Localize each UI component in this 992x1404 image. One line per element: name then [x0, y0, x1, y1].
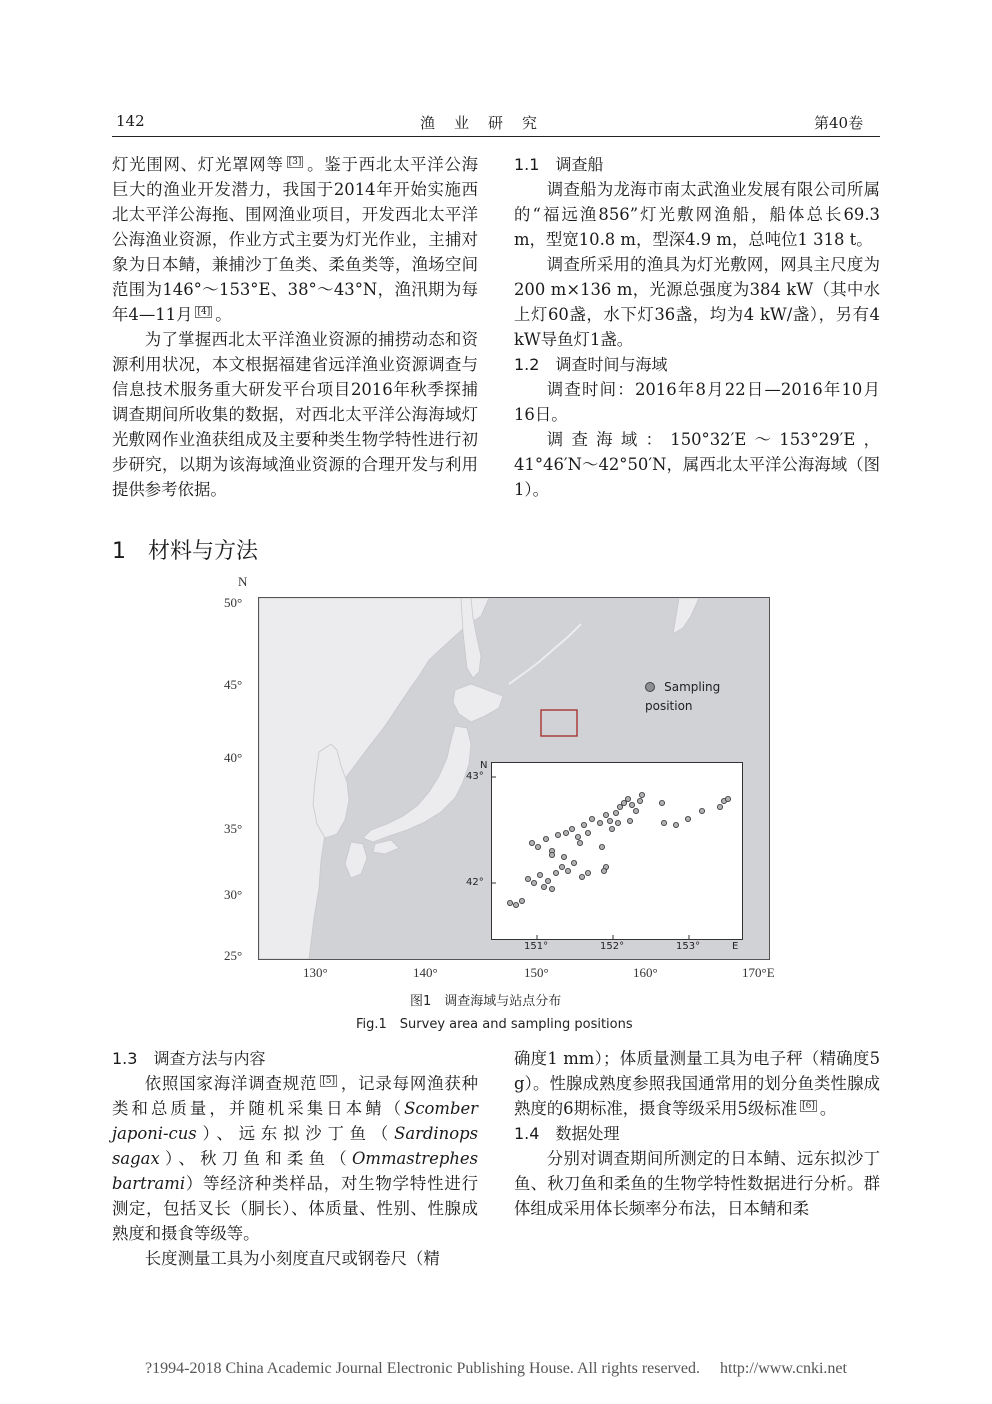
inset-lon-tick: 153° [676, 941, 701, 952]
paragraph-purpose: 为了掌握西北太平洋渔业资源的捕捞动态和资源利用状况，本文根据福建省远洋渔业资源调查与信息技术服务重大研发平台项目2016年秋季探捕调查期间所收集的数据，对西北太平洋公海海域灯光敷网作业渔获组成及主要种类生物学特性进行初步研究，以期为该海域渔业资源的合理开发与利用提供参考依据。 [112, 330, 478, 499]
map-lon-tick: 130° [303, 965, 328, 980]
sampling-point [621, 800, 626, 805]
sampling-point [613, 810, 618, 815]
paragraph-precision: 确度1 mm）；体质量测量工具为电子秤（精确度5 g）。性腺成熟度参照我国通常用的划分鱼类性腺成熟度的6期标准，摄食等级采用5级标准 [6] 。 [514, 1049, 880, 1118]
sampling-point [603, 812, 608, 817]
map-lat-tick: 25° [224, 948, 243, 963]
map-lon-tick: 170°E [742, 965, 775, 980]
sampling-point [563, 830, 568, 835]
map-lon-tick: 140° [413, 965, 438, 980]
sampling-point [519, 898, 524, 903]
survey-area-box [541, 710, 577, 736]
sampling-point [625, 796, 630, 801]
sampling-point [513, 902, 518, 907]
paragraph-analysis: 分别对调查期间所测定的日本鲭、远东拟沙丁鱼、秋刀鱼和柔鱼的生物学特性数据进行分析。群体组成采用体长频率分布法，日本鲭和柔 [514, 1149, 880, 1218]
sampling-point [549, 852, 554, 857]
sampling-point [597, 820, 602, 825]
sampling-point [717, 804, 722, 809]
map-lat-tick: 50° [224, 595, 243, 610]
sampling-point [579, 874, 584, 879]
sampling-point [699, 808, 704, 813]
sampling-point [531, 880, 536, 885]
sampling-point [569, 826, 574, 831]
sampling-point [607, 818, 612, 823]
map-lat-tick: 40° [224, 750, 243, 765]
sampling-point [507, 900, 512, 905]
survey-map [258, 597, 770, 960]
species-name: Ommastrephes bartrami [112, 1149, 478, 1193]
sampling-point [553, 870, 558, 875]
species-name: Scomber japoni-cus [112, 1099, 478, 1143]
map-legend [645, 676, 769, 714]
figure-caption-en: Fig.1 Survey area and sampling positions [356, 1017, 633, 1032]
sampling-point [601, 868, 606, 873]
citation-ref[interactable]: [5] [322, 1075, 336, 1086]
sampling-point [609, 826, 614, 831]
right-column-top [514, 152, 880, 502]
inset-lat-tick: 42° [466, 877, 484, 888]
inset-map [491, 762, 743, 940]
sampling-point [585, 830, 590, 835]
paragraph-time: 调查时间：2016年8月22日—2016年10月16日。 [514, 380, 880, 424]
paragraph-gear: 调查所采用的渔具为灯光敷网，网具主尺度为200 m×136 m，光源总强度为384 kW（其中水上灯60盏，水下灯36盏，均为4 kW/盏），另有4 kW导鱼灯1盏。 [514, 255, 880, 349]
paragraph-tools: 长度测量工具为小刻度直尺或钢卷尺（精 [144, 1249, 440, 1268]
subsection-1-4: 1.4 数据处理 [514, 1124, 620, 1143]
sampling-point [661, 820, 666, 825]
inset-lon-tick: 151° [524, 941, 549, 952]
paragraph-area: 调查海域：150°32′E～153°29′E，41°46′N～42°50′N，属西北太平洋公海海域（图1）。 [514, 430, 880, 499]
inset-lat-tick: 43° [466, 771, 484, 782]
inset-lon-tick: 152° [600, 941, 625, 952]
citation-ref[interactable]: [4] [197, 306, 211, 317]
right-column-bottom [514, 1046, 880, 1221]
sampling-point [555, 832, 560, 837]
sampling-point [659, 800, 664, 805]
sampling-point [581, 822, 586, 827]
species-name: Sardinops sagax [112, 1124, 478, 1168]
paragraph-method: 依照国家海洋调查规范 [5] ，记录每网渔获种类和总质量，并随机采集日本鲭（Scomber japoni-cus）、远东拟沙丁鱼（Sardinops sagax）、秋刀鱼和柔鱼（Ommastrephes bartrami）等经济种类样品，对生物学特性进行测定，包括叉长（胴长）、体质量、性别、性腺成熟度和摄食等级等。 [112, 1074, 479, 1243]
sampling-point [549, 886, 554, 891]
legend-point-icon [645, 682, 655, 692]
map-lat-tick: 45° [224, 677, 243, 692]
journal-title: 渔 业 研 究 [420, 114, 540, 132]
sampling-point [629, 802, 634, 807]
legend-label: Sampling position [645, 680, 721, 713]
sampling-point [585, 870, 590, 875]
citation-ref[interactable]: [6] [802, 1100, 815, 1111]
sampling-point [529, 840, 534, 845]
map-lon-tick: 150° [524, 965, 549, 980]
sampling-point [673, 822, 678, 827]
subsection-1-3: 1.3 调查方法与内容 [112, 1049, 266, 1068]
inset-lat-label: N [480, 760, 488, 771]
sampling-point [537, 872, 542, 877]
inset-plot [492, 763, 742, 939]
page-number: 142 [116, 112, 145, 130]
sampling-point [525, 876, 530, 881]
sampling-point [685, 816, 690, 821]
sampling-point [565, 868, 570, 873]
sampling-point [577, 840, 582, 845]
sampling-point [627, 818, 632, 823]
subsection-1-1: 1.1 调查船 [514, 155, 604, 174]
sampling-point [725, 796, 730, 801]
sampling-point [633, 808, 638, 813]
left-column-top [112, 152, 478, 502]
map-lat-label: N [238, 574, 248, 589]
sampling-point [571, 860, 576, 865]
sampling-point [617, 804, 622, 809]
sampling-point [561, 854, 566, 859]
sampling-point [639, 792, 644, 797]
sampling-point [545, 878, 550, 883]
citation-ref[interactable]: [3] [288, 156, 302, 167]
sampling-point [535, 844, 540, 849]
map-lon-tick: 160° [633, 965, 658, 980]
map-lat-tick: 35° [224, 821, 243, 836]
sampling-point [615, 820, 620, 825]
figure-caption-cn: 图1 调查海域与站点分布 [410, 994, 562, 1009]
section-heading-1: 1 材料与方法 [112, 539, 258, 564]
paragraph-intro: 灯光围网、灯光罩网等 [3] 。鉴于西北太平洋公海巨大的渔业开发潜力，我国于2014年开始实施西北太平洋公海拖、围网渔业项目，开发西北太平洋公海渔业资源，作业方式主要为灯光作业，主捕对象为日本鲭，兼捕沙丁鱼类、柔鱼类等，渔场空间范围为146°～153°E、38°～43°N，渔汛期为每年4—11月 [4] 。 [112, 155, 478, 324]
sampling-point [575, 834, 580, 839]
sampling-point [599, 844, 604, 849]
header-rule [112, 136, 880, 137]
sampling-point [637, 798, 642, 803]
left-column-bottom [112, 1046, 478, 1271]
inset-lon-tick: E [732, 941, 739, 952]
sampling-point [541, 884, 546, 889]
paragraph-vessel: 调查船为龙海市南太武渔业发展有限公司所属的“福远渔856”灯光敷网渔船，船体总长69.3 m，型宽10.8 m，型深4.9 m，总吨位1 318 t。 [514, 180, 880, 249]
sampling-point [559, 864, 564, 869]
sampling-point [589, 816, 594, 821]
map-lat-tick: 30° [224, 887, 243, 902]
sampling-point [543, 836, 548, 841]
copyright-footer: ?1994-2018 China Academic Journal Electronic Publishing House. All rights reserved. http://www.cnki.net [145, 1360, 847, 1377]
subsection-1-2: 1.2 调查时间与海域 [514, 355, 668, 374]
volume-label: 第40卷 [814, 114, 864, 132]
